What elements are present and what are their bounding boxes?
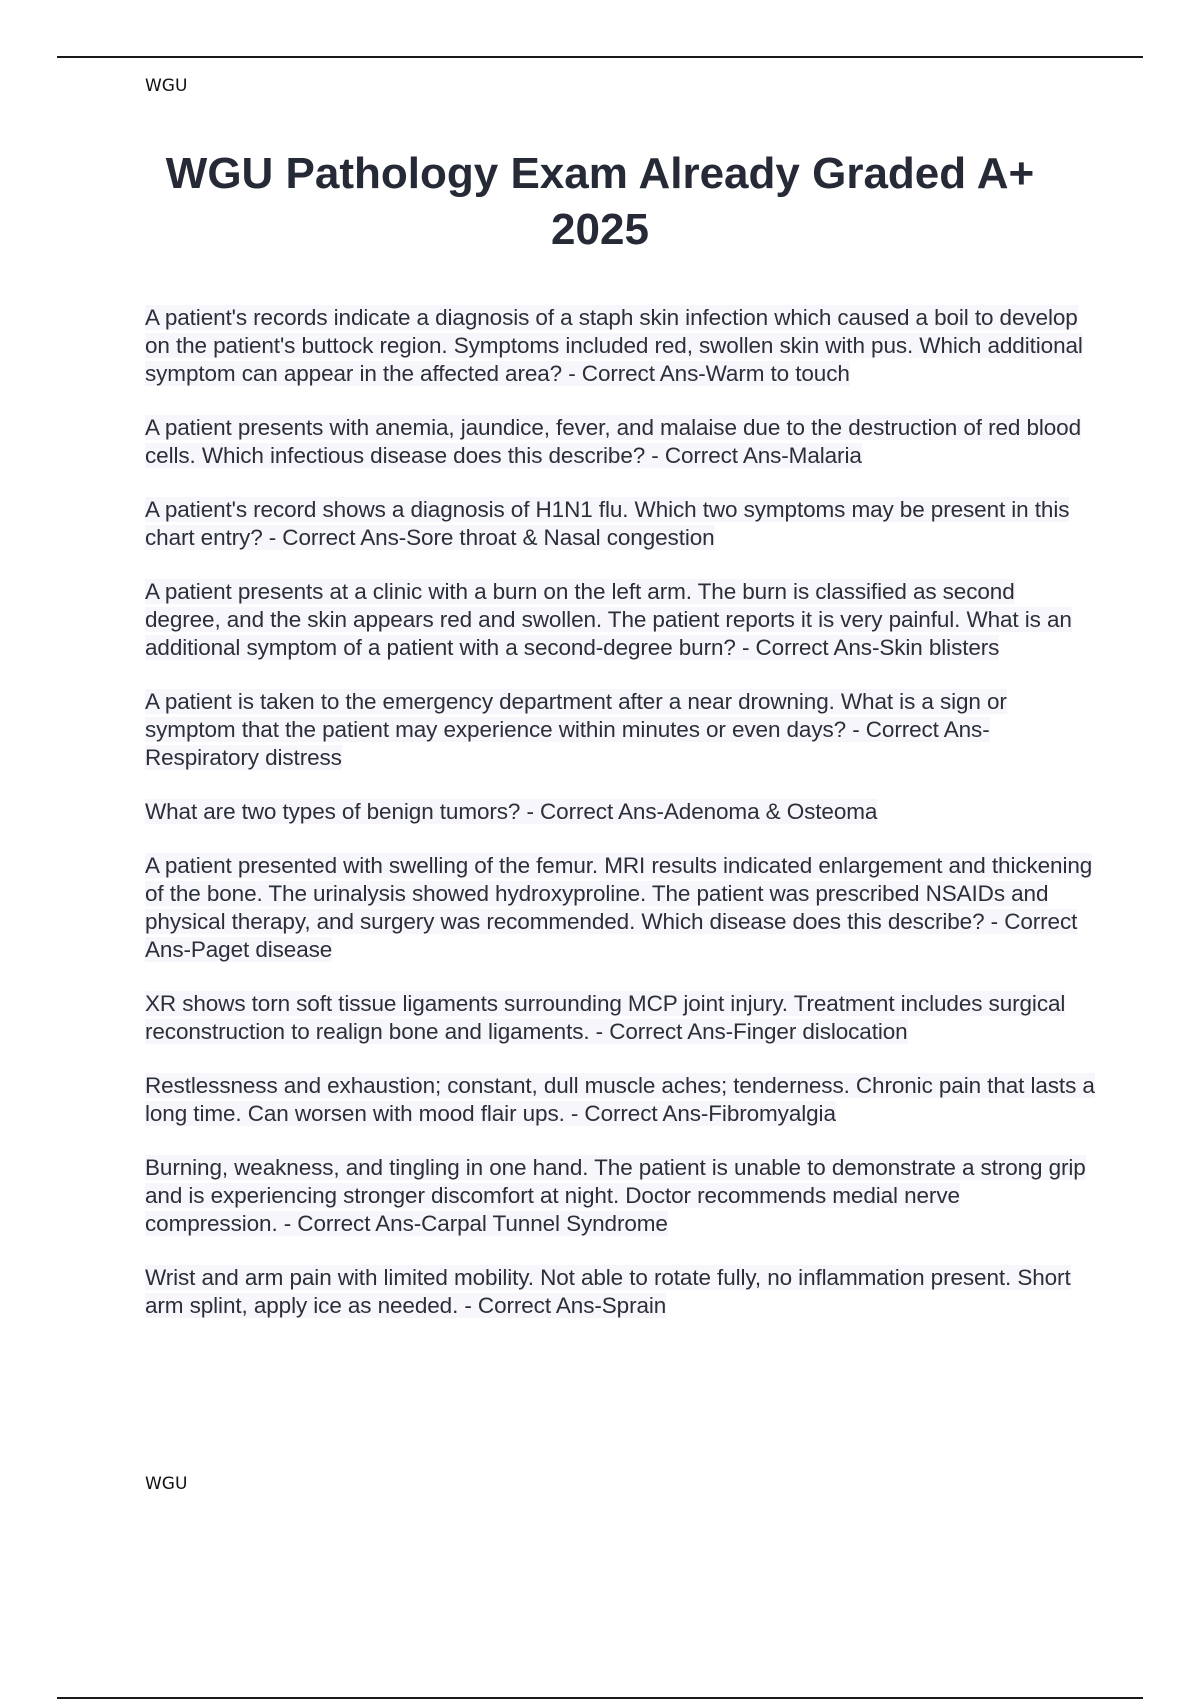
qa-item (145, 688, 1095, 772)
qa-text: A patient presented with swelling of the femur. MRI results indicated enlargement and thickening of the bone. The urinalysis showed hydroxyproline. The patient was prescribed NSAIDs and physical therapy, and surgery was recommended. Which disease does this describe? - Correct Ans-Paget disease (145, 853, 1093, 962)
qa-text: A patient presents at a clinic with a burn on the left arm. The burn is classified as second degree, and the skin appears red and swollen. The patient reports it is very painful. What is an additional symptom of a patient with a second-degree burn? - Correct Ans-Skin blisters (145, 579, 1072, 660)
qa-item (145, 304, 1095, 388)
qa-text: Burning, weakness, and tingling in one hand. The patient is unable to demonstrate a strong grip and is experiencing stronger discomfort at night. Doctor recommends medial nerve compression. - Correct Ans-Carpal Tunnel Syndrome (145, 1155, 1086, 1236)
document-title: WGU Pathology Exam Already Graded A+ 2025 (165, 149, 1035, 254)
footer-label: WGU (145, 1474, 188, 1494)
qa-text: A patient presents with anemia, jaundice, fever, and malaise due to the destruction of red blood cells. Which infectious disease does this describe? - Correct Ans-Malaria (145, 415, 1081, 468)
qa-item (145, 990, 1095, 1046)
qa-item (145, 1154, 1095, 1238)
qa-item (145, 578, 1095, 662)
qa-text: What are two types of benign tumors? - Correct Ans-Adenoma & Osteoma (145, 799, 878, 824)
qa-text: Restlessness and exhaustion; constant, dull muscle aches; tenderness. Chronic pain that lasts a long time. Can worsen with mood flair ups. - Correct Ans-Fibromyalgia (145, 1073, 1095, 1126)
qa-text: A patient's records indicate a diagnosis of a staph skin infection which caused a boil to develop on the patient's buttock region. Symptoms included red, swollen skin with pus. Which additional symptom can appear in the affected area? - Correct Ans-Warm to touch (145, 305, 1083, 386)
qa-item (145, 414, 1095, 470)
qa-text: Wrist and arm pain with limited mobility. Not able to rotate fully, no inflammation present. Short arm splint, apply ice as needed. - Correct Ans-Sprain (145, 1265, 1071, 1318)
qa-item (145, 1072, 1095, 1128)
footer-rule (57, 1697, 1143, 1699)
qa-list (145, 304, 1095, 1346)
header-label: WGU (145, 76, 188, 96)
qa-item (145, 496, 1095, 552)
qa-item (145, 1264, 1095, 1320)
qa-text: A patient's record shows a diagnosis of H1N1 flu. Which two symptoms may be present in this chart entry? - Correct Ans-Sore throat & Nasal congestion (145, 497, 1070, 550)
qa-item (145, 852, 1095, 964)
qa-item (145, 798, 1095, 826)
qa-text: A patient is taken to the emergency department after a near drowning. What is a sign or symptom that the patient may experience within minutes or even days? - Correct Ans-Respiratory distress (145, 689, 1007, 770)
qa-text: XR shows torn soft tissue ligaments surrounding MCP joint injury. Treatment includes surgical reconstruction to realign bone and ligaments. - Correct Ans-Finger dislocation (145, 991, 1066, 1044)
header-rule (57, 56, 1143, 58)
